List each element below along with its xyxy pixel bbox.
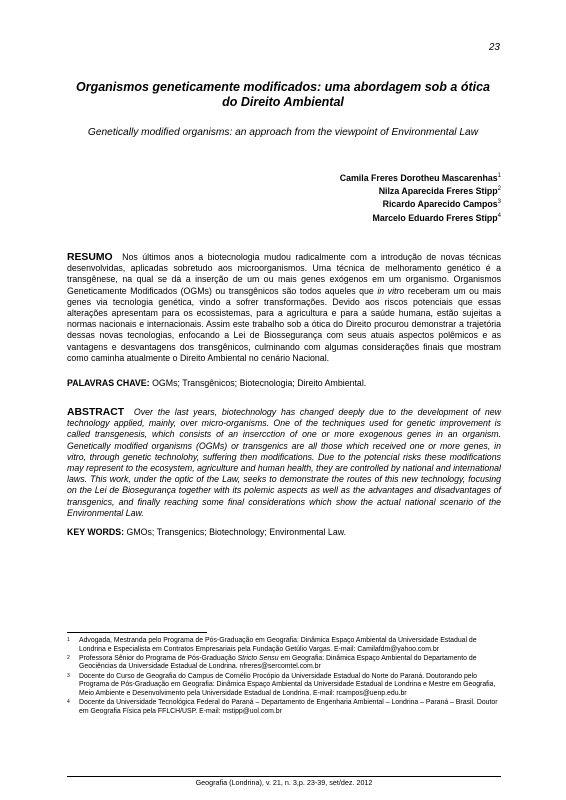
footnote-4 [67,699,503,716]
footnote-text: Professora Sênior do Programa de Pós-Graduação [79,654,236,662]
page-number: 23 [488,42,500,53]
author-name: Camila Freres Dorotheu Mascarenhas [339,172,498,183]
footnote-text: Docente do Curso de Geografia do Campus de Cornélio Procópio da Universidade Estadual do Norte do Paraná. Doutorando pelo Programa de Pós-Graduação em Geografia: Dinâmica Espaço Ambiental da Universidade Estadual de Londrina e Mestre em Geografia, Meio Ambiente e Desenvolvimento pela Universidade Estadual de Londrina. E-mail: rcampos@uenp.edu.br [79,672,496,697]
author-footnote-ref: 2 [497,186,501,193]
article-title: Organismos geneticamente modificados: uma abordagem sob a ótica do Direito Ambiental [76,80,490,109]
author-2 [340,184,501,197]
footnote-text-italic: Stricto Sensu [237,654,279,662]
article-subtitle: Genetically modified organisms: an approach from the viewpoint of Environmental Law [87,127,479,138]
palavras-chave-text: OGMs; Transgênicos; Biotecnologia; Direito Ambiental. [152,378,367,388]
abstract-text: Over the last years, biotechnology has changed deeply due to the development of new technology applied, mainly, over micro-organisms. One of the techniques used for genetic improvement is called transgenesis, which consists of an insercction of one or more exogenous genes in an organism. Genetically modified organisms (OGMs) or transgenics are all those which received one or more genes, in vitro, through genetic technolohy, suffering then modifications. Due to the potencial risks these modifications may represent to the ecosystem, agriculture and human health, they are controlled by national and international laws. This work, under the optic of the Law, seeks to demonstrate the routes of this new technology, focusing on the Lei de Biosegurança together with its polemic aspects as well as the advantages and disadvantages of transgenics, and finally reaching some final considerations which show the actual national scenario of the Environmental Law. [67,407,501,518]
key-words [67,527,501,538]
footnote-mark: 4 [67,698,70,705]
footnote-2 [67,655,503,672]
resumo-text-part1: Nos últimos anos a biotecnologia mudou radicalmente com a introdução de novas técnicas desenvolvidas, aplicadas sobretudo aos microorganismos. Uma técnica de melhoramento genético é a transgênese, na qual se dá a inserção de um ou mais genes exógenos em um organismo. Organismos Geneticamente Modificados (OGMs) ou transgênicos são todos aqueles que [67,252,501,296]
author-4 [340,211,501,224]
author-name: Marcelo Eduardo Freres Stipp [372,212,498,223]
journal-footer: Geografia (Londrina), v. 21, n. 3,p. 23-39, set/dez. 2012 [195,778,373,787]
footnote-mark: 3 [67,672,70,679]
palavras-chave [67,378,501,389]
resumo-heading: RESUMO [67,252,113,263]
palavras-chave-label: PALAVRAS CHAVE: [67,378,150,388]
author-name: Nilza Aparecida Freres Stipp [378,186,498,197]
author-list [340,171,501,224]
footnote-text: Docente da Universidade Tecnológica Federal do Paraná – Departamento de Engenharia Ambiental – Londrina – Paraná – Brasil. Doutor em Geografia Física pela FFLCH/USP. E-mail: mstipp@uol.com.br [79,698,498,715]
author-name: Ricardo Aparecido Campos [382,199,498,210]
author-footnote-ref: 4 [497,212,501,219]
footnote-1 [67,637,503,654]
footnote-text: em Geografia: Dinâmica Espaço Ambiental do Departamento de Geociências da Universidade Estadual de Londrina. nfreres@sercomtel.com.br [79,654,477,671]
resumo-text-italic: in vitro [377,285,405,296]
footnote-mark: 2 [67,654,70,661]
author-1 [340,171,501,184]
author-3 [340,197,501,210]
footnote-divider [67,632,207,633]
abstract-section [67,407,501,519]
author-footnote-ref: 3 [497,199,501,206]
key-words-text: GMOs; Transgenics; Biotechnology; Environmental Law. [126,527,347,537]
footer-divider [67,776,501,777]
resumo-section [67,252,501,364]
footnote-mark: 1 [67,637,70,643]
footnotes [67,637,503,717]
resumo-text-part2: receberam um ou mais genes via tecnologia genética, vindo a sofrer transformações. Devido aos riscos potenciais que essas alterações apresentam para os ecossistemas, para a agricultura e para a saúde humana, estão sujeitas a normas nacionais e internacionais. Assim este trabalho sob a ótica do Direito procurou demonstrar a trajetória dessas novas tecnologias, enfocando a Lei de Biossegurança com seus atuais aspectos polêmicos e as vantagens e desvantagens dos transgênicos, culminando com algumas considerações finais que mostram como caminha atualmente o Direito Ambiental no cenário Nacional. [67,285,501,363]
key-words-label: KEY WORDS: [67,527,125,537]
author-footnote-ref: 1 [497,173,501,179]
footnote-3 [67,673,503,699]
footnote-text: Advogada, Mestranda pelo Programa de Pós-Graduação em Geografia: Dinâmica Espaço Ambiental da Universidade Estadual de Londrina e Especialista em Contratos Empresariais pela Fundação Getúlio Vargas. E-mail: Camilafdm@yahoo.com.br [79,637,477,653]
abstract-heading: ABSTRACT [67,407,125,418]
